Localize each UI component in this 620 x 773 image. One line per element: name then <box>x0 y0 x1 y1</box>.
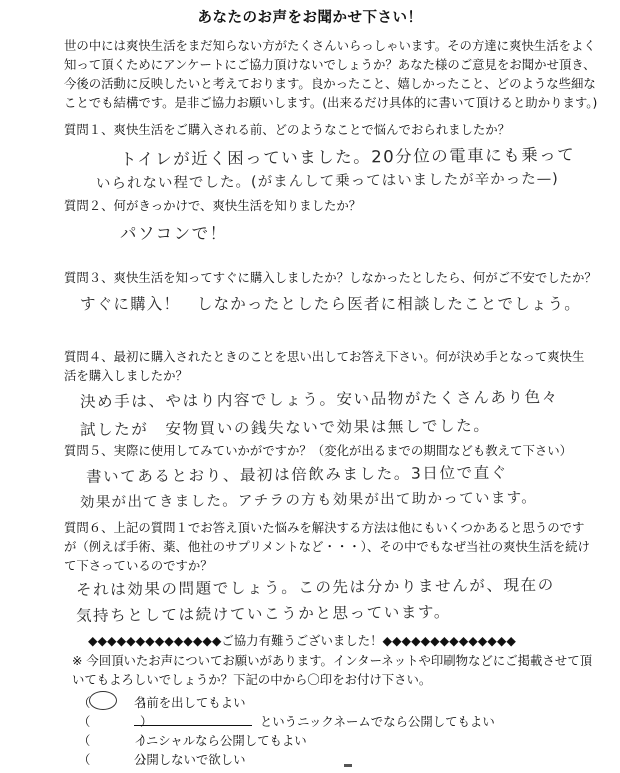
thanks-divider: ◆◆◆◆◆◆◆◆◆◆◆◆◆◆ご協力有難うございました！◆◆◆◆◆◆◆◆◆◆◆◆◆◆ <box>88 633 516 648</box>
question-6-line-2: が（例えば手術、薬、他社のサプリメントなど・・・）、その中でもなぜ当社の爽快生活を続け <box>64 539 590 554</box>
note-line: いてもよろしいでしょうか？下記の中から〇印をお付け下さい。 <box>72 672 432 687</box>
intro-line: 知って頂くためにアンケートにご協力頂けないでしょうか？あなた様のご意見をお聞かせ頂き、 <box>64 57 596 72</box>
question-1: 質問１、爽快生活をご購入される前、どのようなことで悩んでおられましたか？ <box>64 122 511 137</box>
page-title: あなたのお声をお聞かせ下さい！ <box>197 10 423 26</box>
intro-line: 世の中には爽快生活をまだ知らない方がたくさんいらっしゃいます。その方達に爽快生活をよく <box>64 38 596 53</box>
scan-artifact <box>344 764 352 767</box>
answer-1-line-1: トイレが近く困っていました。20分位の電車にも乗って <box>119 145 576 169</box>
answer-4-line-2: 試したが 安物買いの銭失ないで効果は無しでした。 <box>79 416 491 439</box>
option-do-not-publish[interactable] <box>78 750 245 768</box>
option-checkbox[interactable]: （ ） <box>78 733 153 748</box>
option-label: 公開しないで欲しい <box>133 752 246 767</box>
intro-paragraph <box>64 36 604 112</box>
question-5: 質問５、実際に使用してみていかがですか？（変化が出るまでの期間なども教えて下さい） <box>64 443 573 458</box>
option-label: というニックネームでなら公開してもよい <box>259 714 495 729</box>
question-6-line-3: て下さっているのですか？ <box>64 558 213 573</box>
answer-5-line-2: 効果が出てきました。アチラの方も効果が出て助かっています。 <box>79 490 538 511</box>
option-label: 名前を出してもよい <box>133 695 246 710</box>
answer-2: パソコンで！ <box>120 224 228 243</box>
option-nickname-ok[interactable] <box>78 712 495 730</box>
question-4-line-2: 活を購入しましたか？ <box>64 368 188 383</box>
note-line: ※ 今回頂いたお声についてお願いがあります。インターネットや印刷物などにご掲載させて頂 <box>72 653 592 668</box>
hand-drawn-circle-mark <box>89 691 117 710</box>
question-6-line-1: 質問６、上記の質問１でお答え頂いた悩みを解決する方法は他にもいくつかあると思うのです <box>64 520 585 535</box>
question-3: 質問３、爽快生活を知ってすぐに購入しましたか？しなかったとしたら、何がご不安でしたか？ <box>64 270 597 285</box>
publication-note <box>72 651 592 689</box>
answer-4-line-1: 決め手は、やはり内容でしょう。安い品物がたくさんあり色々 <box>79 387 559 411</box>
nickname-blank-line[interactable] <box>134 713 252 726</box>
answer-6-line-2: 気持ちとしては続けていこうかと思っています。 <box>75 603 452 625</box>
option-initials-ok[interactable] <box>78 731 307 749</box>
answer-6-line-1: それは効果の問題でしょう。この先は分かりませんが、現在の <box>75 575 555 599</box>
question-2: 質問２、何がきっかけで、爽快生活を知りましたか？ <box>64 198 362 213</box>
answer-3: すぐに購入！ しなかったとしたら医者に相談したことでしょう。 <box>80 295 582 313</box>
option-checkbox[interactable]: （ ） <box>78 695 153 710</box>
answer-5-line-1: 書いてあるとおり、最初は倍飲みました。3日位で直ぐ <box>85 463 508 486</box>
question-4-line-1: 質問４、最初に購入されたときのことを思い出してお答え下さい。何が決め手となって爽快生 <box>64 349 585 364</box>
option-checkbox[interactable]: （ ） <box>78 714 153 729</box>
intro-line: ことでも結構です。是非ご協力お願いします。(出来るだけ具体的に書いて頂けると助かります。) <box>64 95 598 110</box>
option-checkbox[interactable]: （ ） <box>78 752 153 767</box>
intro-line: 今後の活動に反映したいと考えております。良かったこと、嬉しかったこと、どのような些細な <box>64 76 596 91</box>
option-label: イニシャルなら公開してもよい <box>133 733 307 748</box>
answer-1-line-2: いられない程でした。(がまんして乗ってはいましたが辛かった—) <box>95 171 559 192</box>
